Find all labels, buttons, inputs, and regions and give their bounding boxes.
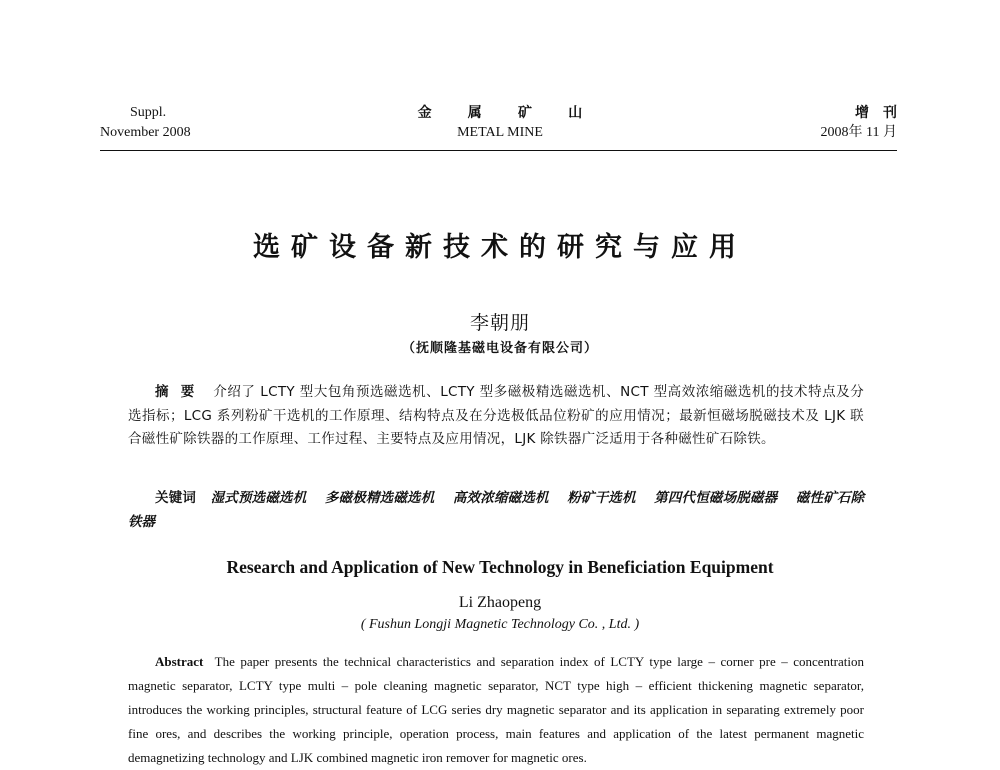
supplement-label: Suppl. xyxy=(130,105,167,120)
keyword: 多磁极精选磁选机 xyxy=(324,490,435,506)
keyword: 湿式预选磁选机 xyxy=(210,490,307,506)
journal-name-cn xyxy=(380,103,620,123)
keywords-label-cn: 关键词 xyxy=(155,490,197,506)
issue-date-en: November 2008 xyxy=(100,125,191,140)
abstract-text-en: The paper presents the technical characteristics and separation index of LCTY type large – corner pre – concentration magnetic separator, LCTY type multi – pole cleaning magnetic separator, NCT type high – efficient thickening magnetic separator, introduces the working principles, structural feature of LCG series dry magnetic separator and its application in separating extremely poor fine ores, and describes the working principle, operation process, main features and application of the latest permanent magnetic demagnetizing technology and LJK combined magnetic iron remover for magnetic ores. xyxy=(128,654,864,765)
keyword: 磁性矿石除铁器 xyxy=(128,490,865,530)
supplement-label-cn: 增刊 xyxy=(855,105,911,121)
keyword: 高效浓缩磁选机 xyxy=(452,490,549,506)
journal-char: 属 xyxy=(467,105,482,121)
author-en: Li Zhaopeng xyxy=(458,594,542,611)
abstract-label-cn: 摘要 xyxy=(155,384,207,400)
abstract-en xyxy=(128,650,864,770)
header-left xyxy=(100,103,240,143)
keyword: 粉矿干选机 xyxy=(567,490,636,506)
journal-char: 矿 xyxy=(518,105,533,121)
affiliation-cn: （抚顺隆基磁电设备有限公司） xyxy=(401,341,598,356)
keyword: 第四代恒磁场脱磁器 xyxy=(654,490,778,506)
journal-name-en: METAL MINE xyxy=(457,125,543,140)
abstract-label-en: Abstract xyxy=(155,654,204,669)
article-title-en: Research and Application of New Technology in Beneficiation Equipment xyxy=(226,557,774,577)
affiliation-en: ( Fushun Longji Magnetic Technology Co. , Ltd. ) xyxy=(360,617,640,632)
journal-char: 山 xyxy=(568,105,583,121)
article-title-cn: 选矿设备新技术的研究与应用 xyxy=(253,232,747,263)
keywords-cn xyxy=(128,487,864,534)
issue-date-cn: 2008年 11 月 xyxy=(820,125,897,140)
header-rule xyxy=(100,150,897,151)
journal-name xyxy=(380,103,620,143)
abstract-cn xyxy=(128,381,864,452)
journal-char: 金 xyxy=(417,105,432,121)
header-right xyxy=(737,103,911,143)
author-cn: 李朝朋 xyxy=(469,312,530,334)
abstract-text-cn: 介绍了 LCTY 型大包角预选磁选机、LCTY 型多磁极精选磁选机、NCT 型高效浓缩磁选机的技术特点及分选指标；LCG 系列粉矿干选机的工作原理、结构特点及在分选极低品位粉矿的应用情况；最新恒磁场脱磁技术及 LJK 联合磁性矿除铁器的工作原理、工作过程、主要特点及应用情况，LJK 除铁器广泛适用于各种磁性矿石除铁。 xyxy=(128,384,865,447)
